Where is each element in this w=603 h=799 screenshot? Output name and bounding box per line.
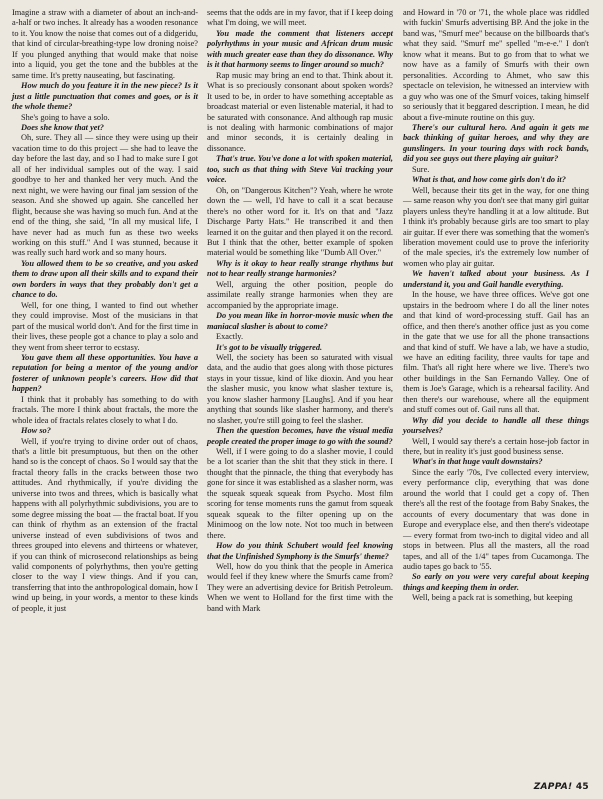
interview-question: So early on you were very careful about keeping things and keeping them in order. [403,572,589,592]
interview-question: You gave them all these opportunities. You have a reputation for being a mentor of the young and/or fosterer of unknown people's careers. How did that happen? [12,352,198,394]
interview-question: Then the question becomes, have the visual media people created the proper image to go with the sound? [207,426,393,446]
interview-answer: Well, if I were going to do a slasher movie, I could be a lot scarier than the shit that they stick in there. I thought that the pinnacle, the thing that everybody has gone for since it was established as a slasher norm, was the squeak squeak squeak from Psycho. Most film scoring for tense moments runs the gamut from squeak squeak squeak to the filter opening up on the Minimoog on the low note. Not too much in between there. [207,447,393,540]
interview-answer: Rap music may bring an end to that. Think about it. What is so preciously consonant about spoken words? It used to be, in order to have something acceptable as broadcast material or even listenable material, it had to be saturated with consonance. And although rap music is not dealing with harmonic combinations of major and minor seconds, it is certainly dealing in dissonance. [207,70,393,153]
interview-question: Why is it okay to hear really strange rhythms but not to hear really strange harmonies? [207,258,393,279]
interview-answer: Exactly. [216,332,244,342]
interview-question: How do you think Schubert would feel knowing that the Unfinished Symphony is the Smurfs' theme? [207,541,393,561]
interview-question: You allowed them to be so creative, and you asked them to draw upon all their skills and to expand their own borders in ways that they probably don't get a chance to do. [12,258,198,300]
interview-answer: Well, I would say there's a certain hose-job factor in there, but in reality it's just good business sense. [403,436,589,457]
interview-answer: Imagine a straw with a diameter of about an inch-and-a-half or two inches. It already has a wooden resonance to it. You know the noise that comes out of a didgeridu, that kind of circular-breathing-type low droning noise? If you plunged anything that would make that noise into a liquid, you get the tone and the bubbles at the same time. It's pretty nauseating, but fascinating. [12,8,198,80]
text-column-1 [12,8,198,614]
interview-answer: Oh, on "Dangerous Kitchen"? Yeah, where he wrote down the — well, I'd have to call it a scat because there's no other word for it. It's on that and "Jazz Discharge Party Hats." He transcribed it and then learned it on the guitar and then played it on the record. But I think that the other, better example of spoken material would be something like "Dumb All Over." [207,185,393,258]
interview-answer: Well, if you're trying to divine order out of chaos, that's a little bit presumptuous, but then on the other hand so is the concept of chaos. So I would say that the fractal theory falls in the cracks between those two attitudes. And rhythmically, if you're dividing the universe into twos and threes, which is basically what happens with all polyrhythmic subdivisions, you are to some degree missing the boat — the fractal boat. If you can think of rhythm as an extension of the fractal universe instead of even subdivisions of twos and threes grouped into elevens and thirteens or whatever, if you can think of microsecond relationships as being valid components of polyrhythms, then you're getting closer to the way I view things. And if you can, transferring that into the anthropological domain, how I wind up being, in your words, a mentor to these kinds of people, it just [12,436,198,613]
interview-answer: Well, how do you think that the people in America would feel if they knew where the Smurfs came from? They were an advertising device for British Petroleum. When we went to Holland for the first time with the band with Mark [207,562,393,613]
interview-answer: seems that the odds are in my favor, that if I keep doing what I'm doing, we will meet. [207,8,393,28]
interview-answer: In the house, we have three offices. We've got one upstairs in the bedroom where I do all the liner notes and that kind of word-processing stuff. Gail has an office, and then there's another office just as you come in the gate that we use for all the phone transactions and that kind of stuff. We have a lab, we have a studio, we have an editing facility, three vaults for tape and film. That's all right here where we live. There's two other buildings in the San Fernando Valley. One of them is Joe's Garage, which is a rehearsal facility. And then there's our warehouse, where all the equipment and stuff comes out of. Gail runs all that. [403,290,589,415]
interview-question: Does she know that yet? [21,122,104,132]
interview-question: That's true. You've done a lot with spoken material, too, such as that thing with Steve Vai tracking your voice. [207,154,393,185]
interview-question: What is that, and how come girls don't do it? [412,175,566,185]
interview-answer: Well, because their tits get in the way, for one thing — same reason why you don't see that many girl guitar players unless they're handling it at a low altitude. But I think it's probably because girls are too smart to play air guitar. If ever there was something that the women's liberation movement could use to prove the inferiority of the male species, it's the extremely low number of women who play air guitar. [403,185,589,268]
interview-answer: She's going to have a solo. [21,112,110,122]
page-number: 45 [575,782,589,792]
interview-question: We haven't talked about your business. As I understand it, you and Gail handle everything. [403,269,589,289]
interview-question: How so? [21,426,51,436]
interview-answer: Well, arguing the other position, people do assimilate really strange harmonies when they are accompanied by the appropriate image. [207,279,393,310]
interview-question: Why did you decide to handle all these things yourselves? [403,415,589,436]
interview-answer: Well, for one thing, I wanted to find out whether they could improvise. Most of the musicians in that part of the musical world don't. And for the first time in their lives, these people got a chance to play a solo and they went from sheer terror to ecstasy. [12,300,198,352]
interview-answer: I think that it probably has something to do with fractals. The more I think about fractals, the more the whole idea of fractals relates closely to what I do. [12,394,198,425]
interview-question: Do you mean like in horror-movie music when the maniacal slasher is about to come? [207,311,393,331]
interview-answer: Sure. [412,164,430,174]
interview-question: There's our cultural hero. And again it gets me back thinking of guitar heroes, and why they are gunslingers. In your touring days with rock bands, did you see guys out there playing air guitar? [403,122,589,164]
magazine-name: ZAPPA! [533,782,573,792]
text-column-3 [403,8,589,604]
interview-question: What's in that huge vault downstairs? [412,457,543,467]
interview-answer: Well, being a pack rat is something, but keeping [412,593,573,603]
interview-answer: Oh, sure. They all — since they were using up their vacation time to do this project — she had to leave the day before the last day, and so I had to make sure I got all of her individual samples out of the way. I said goodbye to her and thanked her very much. And the next night, we were having our final jam session of the season. And she showed up again. She cancelled her flight, because she was having so much fun. And at the end of the thing, she said, "In all my musical life, I have never had as much fun as these two weeks working on this stuff." And I was stunned, because it was really such hard work and so many hours. [12,133,198,258]
interview-question: How much do you feature it in the new piece? Is it just a little punctuation that comes and goes, or is it the whole theme? [12,81,198,112]
interview-question: You made the comment that listeners accept polyrhythms in your music and African drum music with much greater ease than they do dissonance. Why is it that harmony seems to linger around so much? [207,28,393,70]
interview-answer: Well, the society has been so saturated with visual data, and the audio that goes along with those pictures stays in your tissue, kind of like dioxin. And you hear the slasher music, you know what slasher texture is, you know slasher harmony [Laughs]. And if you hear anything that sounds like slasher harmony, and there's no slasher, you're still going to feel the slasher. [207,352,393,425]
text-column-2 [207,8,393,614]
interview-answer: Since the early '70s, I've collected every interview, every performance clip, everything that was done around the world that I could get a copy of. Then there's all the rest of the footage from Baby Snakes, the accounts of every documentary that was done in Europe and everyplace else, and then there's videotape — every format from two-inch to digital video and all stops in between. Plus all the masters, all the road tapes, and all of the 1/4" tapes from Cucamonga. The audio tapes go back to '55. [403,467,589,572]
interview-answer: and Howard in '70 or '71, the whole place was riddled with fuckin' Smurfs advertising BP. And the joke in the band was, "Smurf mee" because on the billboards that's what they said. "Smurf me" spelled "m-e-e." I don't know what it means. But to go from that to what we now have as a family of Smurfs with their own personalities. According to Ahmet, who saw this spectacle on television, he witnessed an interview with a guy who was one of the Smurf voices, taking himself so seriously that it beggared description. I mean, he did about a five-minute routine on this guy. [403,8,589,122]
page-footer [534,782,589,792]
interview-question: It's got to be visually triggered. [216,342,323,352]
